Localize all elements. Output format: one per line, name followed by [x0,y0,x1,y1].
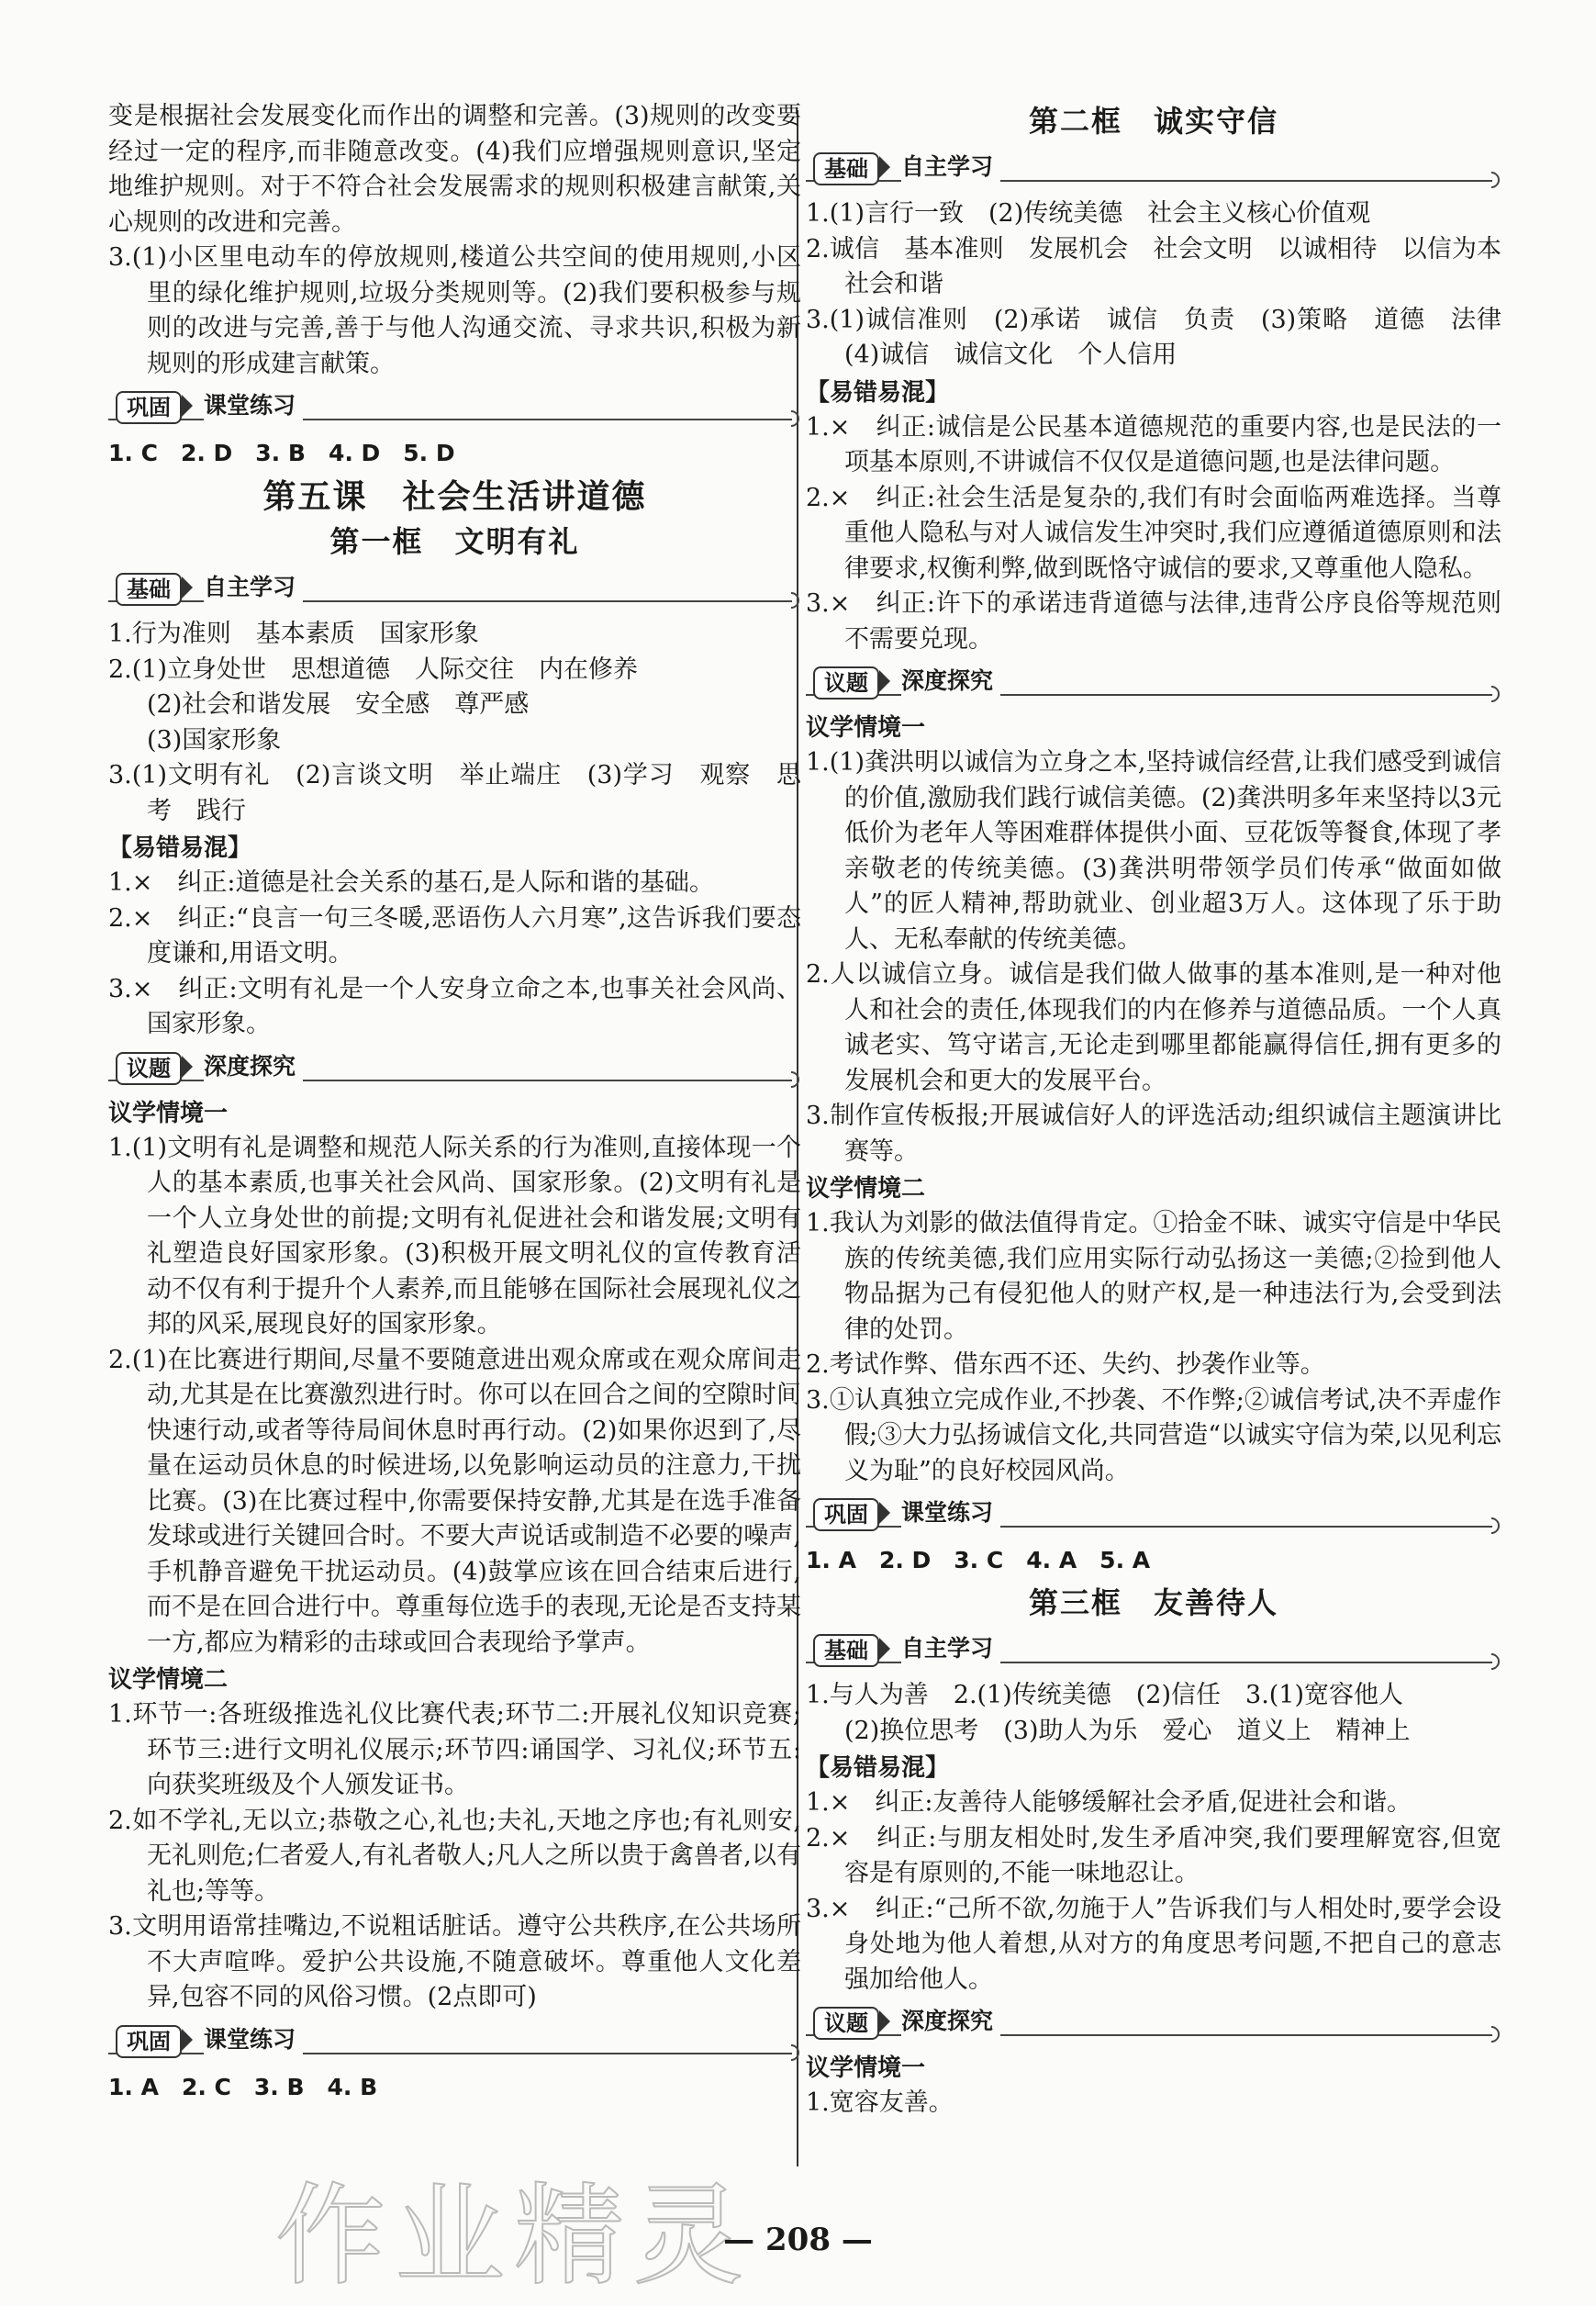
list-item: 2.(1)立身处世 思想道德 人际交往 内在修养 [108,655,639,684]
list-item: 3.制作宣传板报;开展诚信好人的评选活动;组织诚信主题演讲比赛等。 [806,1102,1501,1166]
left-column [108,99,801,2108]
section-banner-explore: 议题 深度探究 [806,2007,1501,2043]
section-banner-explore: 议题 深度探究 [806,666,1501,703]
list-item: 3.× 纠正:许下的承诺违背道德与法律,违背公序良俗等规范则不需要兑现。 [806,589,1501,654]
list-item: (2)换位思考 (3)助人为乐 爱心 道义上 精神上 [844,1716,1411,1745]
list-item: 3.(1)文明有礼 (2)言谈文明 举止端庄 (3)学习 观察 思考 践行 [108,761,801,825]
frame-title: 第一框 文明有礼 [329,524,580,559]
list-item: 2.× 纠正:与朋友相处时,发生矛盾冲突,我们要理解宽容,但宽容是有原则的,不能一味地忍让。 [806,1823,1501,1887]
list-item: 1.与人为善 2.(1)传统美德 (2)信任 3.(1)宽容他人 [806,1681,1404,1709]
paragraph: 变是根据社会发展变化而作出的调整和完善。(3)规则的改变要经过一定的程序,而非随意改变。(4)我们应增强规则意识,坚定地维护规则。对于不符合社会发展需求的规则积极建言献策,关心规则的改进和完善。 [108,102,801,237]
list-item: 1.× 纠正:道德是社会关系的基石,是人际和谐的基础。 [108,868,715,897]
section-banner-explore: 议题 深度探究 [108,1052,801,1089]
scene-heading: 议学情境一 [108,1099,229,1127]
page-number: — 208 — [723,2222,873,2258]
list-item: 1.我认为刘影的做法值得肯定。①拾金不昧、诚实守信是中华民族的传统美德,我们应用实际行动弘扬这一美德;②捡到他人物品据为己有侵犯他人的财产权,是一种违法行为,会受到法律的处罚。 [806,1209,1501,1344]
scene-heading: 议学情境一 [806,2054,926,2082]
section-banner-practice: 巩固 课堂练习 [108,2025,801,2062]
section-banner-practice: 巩固 课堂练习 [108,391,801,428]
list-item: 3.× 纠正:“己所不欲,勿施于人”告诉我们与人相处时,要学会设身处地为他人着想,从对方的角度思考问题,不把自己的意志强加给他人。 [806,1894,1501,1994]
list-item: 1.环节一:各班级推选礼仪比赛代表;环节二:开展礼仪知识竞赛;环节三:进行文明礼仪展示;环节四:诵国学、习礼仪;环节五:向获奖班级及个人颁发证书。 [108,1700,801,1799]
list-item: 1.宽容友善。 [806,2088,954,2117]
section-banner-practice: 巩固 课堂练习 [806,1498,1501,1535]
list-item: 1.(1)言行一致 (2)传统美德 社会主义核心价值观 [806,199,1371,228]
answer-key: 1. A 2. D 3. C 4. A 5. A [806,1547,1151,1573]
watermark: 作业精灵 [275,2173,753,2300]
list-item: 3.× 纠正:文明有礼是一个人安身立命之本,也事关社会风尚、国家形象。 [108,974,801,1038]
section-banner-basics: 基础 自主学习 [806,1634,1501,1671]
paragraph: 3.(1)小区里电动车的停放规则,楼道公共空间的使用规则,小区里的绿化维护规则,垃圾分类规则等。(2)我们要积极参与规则的改进与完善,善于与他人沟通交流、寻求共识,积极为新规则的形成建言献策。 [108,243,801,378]
list-item: 2.× 纠正:“良言一句三冬暖,恶语伤人六月寒”,这告诉我们要态度谦和,用语文明。 [108,903,801,968]
errors-heading: 【易错易混】 [806,378,950,407]
list-item: 2.诚信 基本准则 发展机会 社会文明 以诚相待 以信为本 社会和谐 [806,234,1526,298]
list-item: 1.(1)龚洪明以诚信为立身之本,坚持诚信经营,让我们感受到诚信的价值,激励我们践行诚信美德。(2)龚洪明多年来坚持以3元低价为老年人等困难群体提供小面、豆花饭等餐食,体现了孝亲敬老的传统美德。(3)龚洪明带领学员们传承“做面如做人”的匠人精神,帮助就业、创业超3万人。这体现了乐于助人、无私奉献的传统美德。 [806,748,1501,954]
scene-heading: 议学情境二 [108,1666,229,1694]
list-item: 1.行为准则 基本素质 国家形象 [108,620,479,648]
errors-heading: 【易错易混】 [806,1754,950,1782]
answer-key: 1. C 2. D 3. B 4. D 5. D [108,440,455,466]
list-item: 2.(1)在比赛进行期间,尽量不要随意进出观众席或在观众席间走动,尤其是在比赛激烈进行时。你可以在回合之间的空隙时间快速行动,或者等待局间休息时再行动。(2)如果你迟到了,尽量在运动员休息的时候进场,以免影响运动员的注意力,干扰比赛。(3)在比赛过程中,你需要保持安静,尤其是在选手准备发球或进行关键回合时。不要大声说话或制造不必要的噪声,手机静音避免干扰运动员。(4)鼓掌应该在回合结束后进行,而不是在回合进行中。尊重每位选手的表现,无论是否支持某一方,都应为精彩的击球或回合表现给予掌声。 [108,1345,801,1657]
lesson-title: 第五课 社会生活讲道德 [262,477,647,516]
list-item: (2)社会和谐发展 安全感 尊严感 [147,690,530,719]
list-item: 3.文明用语常挂嘴边,不说粗话脏话。遵守公共秩序,在公共场所不大声喧哗。爱护公共设施,不随意破坏。尊重他人文化差异,包容不同的风俗习惯。(2点即可) [108,1912,801,2011]
scene-heading: 议学情境一 [806,714,926,742]
list-item: 2.如不学礼,无以立;恭敬之心,礼也;夫礼,天地之序也;有礼则安,无礼则危;仁者爱人,有礼者敬人;凡人之所以贵于禽兽者,以有礼也;等等。 [108,1806,801,1906]
list-item: 2.人以诚信立身。诚信是我们做人做事的基本准则,是一种对他人和社会的责任,体现我们的内在修养与道德品质。一个人真诚老实、笃守诺言,无论走到哪里都能赢得信任,拥有更多的发展机会和更大的发展平台。 [806,960,1501,1095]
list-item: 1.(1)文明有礼是调整和规范人际关系的行为准则,直接体现一个人的基本素质,也事关社会风尚、国家形象。(2)文明有礼是一个人立身处世的前提;文明有礼促进社会和谐发展;文明有礼塑造良好国家形象。(3)积极开展文明礼仪的宣传教育活动不仅有利于提升个人素养,而且能够在国际社会展现礼仪之邦的风采,展现良好的国家形象。 [108,1133,801,1338]
list-item: 3.(1)诚信准则 (2)承诺 诚信 负责 (3)策略 道德 法律 (4)诚信 诚信文化 个人信用 [806,305,1526,369]
scene-heading: 议学情境二 [806,1175,926,1203]
right-column [806,99,1526,2121]
list-item: 3.①认真独立完成作业,不抄袭、不作弊;②诚信考试,决不弄虚作假;③大力弘扬诚信文化,共同营造“以诚实守信为荣,以见利忘义为耻”的良好校园风尚。 [806,1385,1501,1485]
frame-title: 第三框 友善待人 [1028,1585,1278,1620]
list-item: 2.考试作弊、借东西不还、失约、抄袭作业等。 [806,1350,1325,1379]
list-item: 1.× 纠正:友善待人能够缓解社会矛盾,促进社会和谐。 [806,1788,1412,1817]
frame-title: 第二框 诚实守信 [1028,104,1278,139]
errors-heading: 【易错易混】 [108,834,252,862]
section-banner-basics: 基础 自主学习 [108,573,801,610]
section-banner-basics: 基础 自主学习 [806,152,1501,189]
list-item: (3)国家形象 [147,725,282,755]
answer-key: 1. A 2. C 3. B 4. B [108,2073,378,2100]
list-item: 1.× 纠正:诚信是公民基本道德规范的重要内容,也是民法的一项基本原则,不讲诚信不仅仅是道德问题,也是法律问题。 [806,412,1501,476]
list-item: 2.× 纠正:社会生活是复杂的,我们有时会面临两难选择。当尊重他人隐私与对人诚信发生冲突时,我们应遵循道德原则和法律要求,权衡利弊,做到既恪守诚信的要求,又尊重他人隐私。 [806,483,1501,583]
